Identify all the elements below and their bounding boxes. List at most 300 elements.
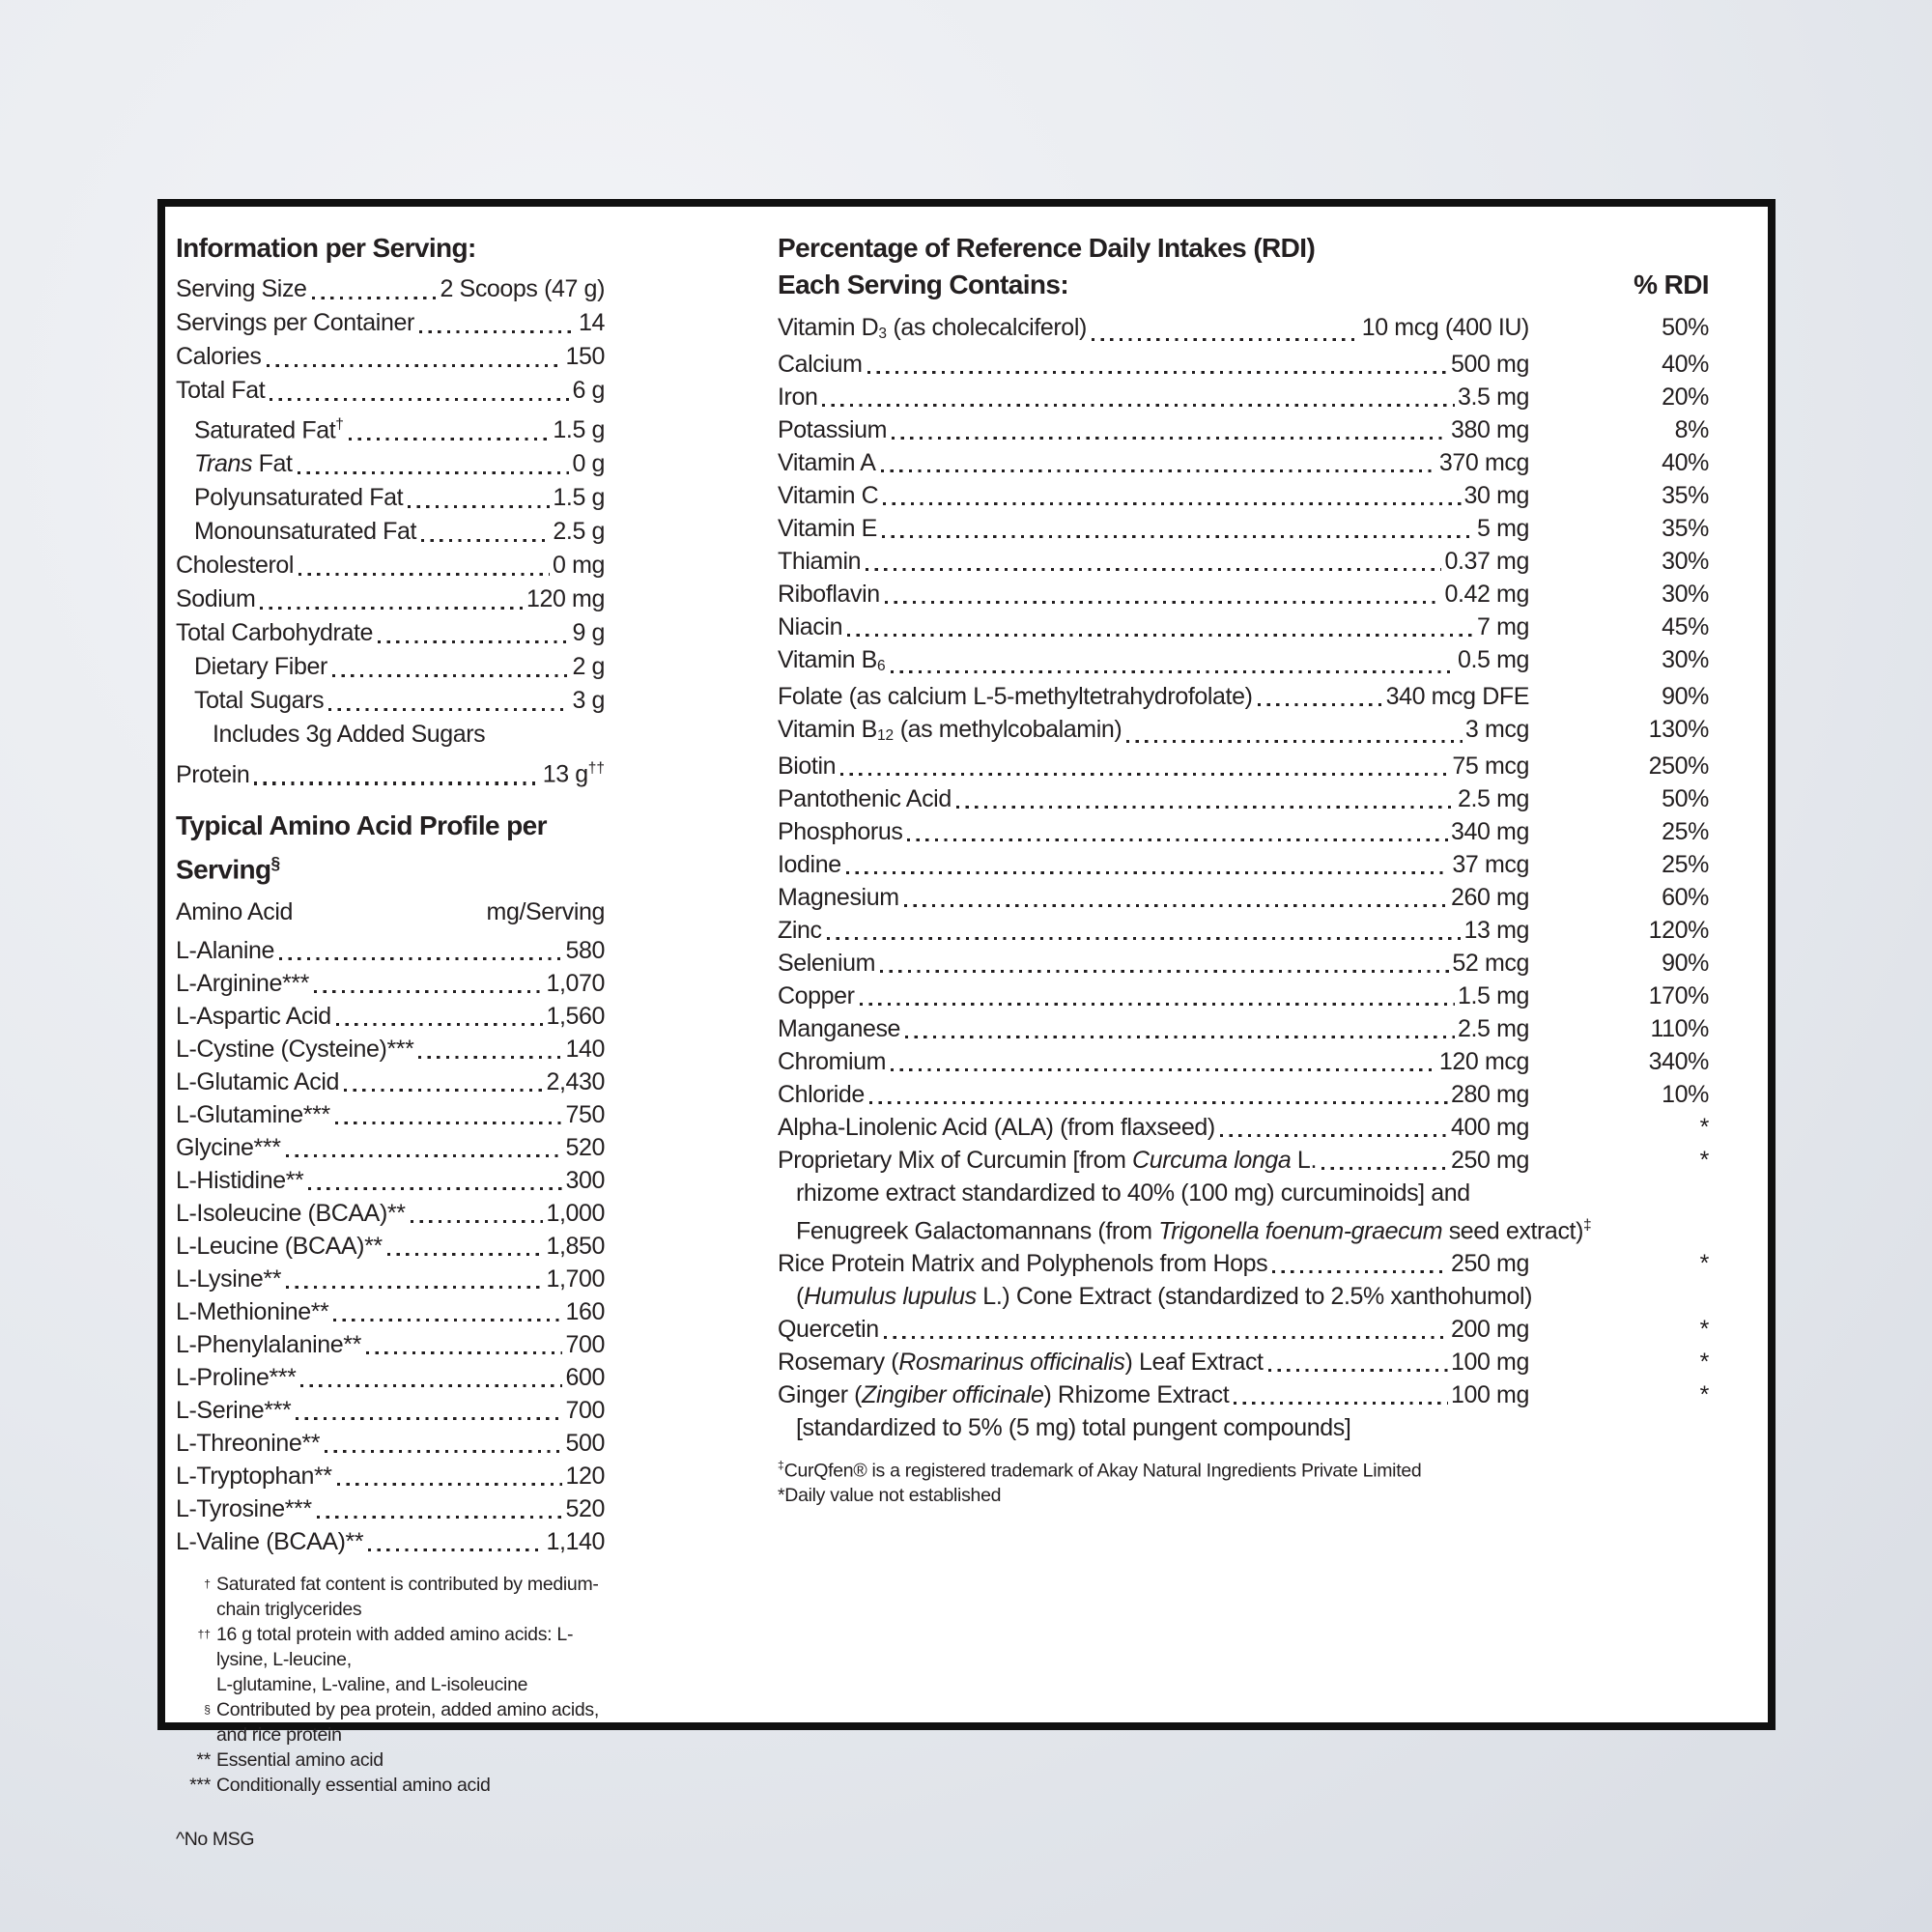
supplement-facts-panel <box>157 199 1776 1850</box>
row-value: 120 mcg <box>1438 1048 1529 1075</box>
row-continuation: [standardized to 5% (5 mg) total pungent compounds] <box>796 1414 1351 1442</box>
table-row <box>176 549 605 582</box>
dot-leader <box>419 330 576 333</box>
table-row <box>176 1033 605 1065</box>
row-value: 9 g <box>572 619 605 647</box>
dot-leader <box>298 573 550 576</box>
row-value: 140 <box>565 1035 605 1063</box>
footnote-row <box>176 1572 605 1622</box>
row-label: Trans Fat <box>194 450 293 478</box>
right-footnotes <box>778 1454 1709 1508</box>
table-row <box>778 881 1709 914</box>
table-row <box>778 578 1709 611</box>
row-label: L-Tryptophan** <box>176 1462 332 1490</box>
row-value: 400 mg <box>1451 1114 1529 1141</box>
row-rdi: 25% <box>1662 851 1709 878</box>
row-label: Iodine <box>778 851 841 878</box>
row-value: 340 mg <box>1451 818 1529 845</box>
row-label: Glycine*** <box>176 1133 281 1161</box>
dot-leader <box>880 970 1449 973</box>
table-row <box>778 446 1709 479</box>
row-value: 1.5 g <box>553 416 605 444</box>
row-label: Saturated Fat† <box>194 416 344 444</box>
dot-leader <box>328 708 569 711</box>
row-value: 700 <box>565 1396 605 1424</box>
row-label: Phosphorus <box>778 818 903 845</box>
dot-leader <box>1272 1270 1448 1273</box>
dot-leader <box>1321 1167 1448 1170</box>
row-label: L-Phenylalanine** <box>176 1330 361 1358</box>
row-value: 580 <box>565 936 605 964</box>
row-label: Copper <box>778 982 855 1009</box>
footnote-row <box>176 1697 605 1747</box>
table-row <box>176 1525 605 1558</box>
row-value: 0 mg <box>553 552 605 580</box>
footnote-text: Contributed by pea protein, added amino acids, and rice protein <box>216 1698 599 1746</box>
footnote-text: *Daily value not established <box>778 1484 1002 1506</box>
dot-leader <box>312 297 438 299</box>
row-label: Total Fat <box>176 377 266 404</box>
table-row <box>176 1098 605 1131</box>
table-row <box>176 481 605 515</box>
row-label: Dietary Fiber <box>194 653 327 681</box>
row-value: 2 g <box>572 653 605 681</box>
row-label: L-Proline*** <box>176 1363 297 1391</box>
table-row <box>778 413 1709 446</box>
dot-leader <box>317 1516 563 1519</box>
dot-leader <box>822 404 1454 407</box>
dot-leader <box>366 1351 563 1354</box>
row-label: L-Leucine (BCAA)** <box>176 1232 383 1260</box>
row-value: 37 mcg <box>1452 851 1529 878</box>
row-rdi: * <box>1699 1381 1709 1409</box>
row-rdi: * <box>1699 1147 1709 1174</box>
row-value: 500 <box>565 1429 605 1457</box>
rdi-title-line2: Each Serving Contains: <box>778 270 1069 299</box>
table-row <box>778 348 1709 381</box>
row-value: 750 <box>565 1100 605 1128</box>
row-value: 7 mg <box>1477 613 1529 640</box>
dot-leader <box>892 437 1448 440</box>
row-value: 120 <box>565 1462 605 1490</box>
dot-leader <box>336 1023 544 1026</box>
dot-leader <box>254 781 539 784</box>
row-label: Cholesterol <box>176 552 295 580</box>
dot-leader <box>1234 1402 1448 1405</box>
table-row <box>778 1313 1709 1346</box>
dot-leader <box>300 1384 562 1387</box>
dot-leader <box>325 1450 562 1453</box>
table-row <box>778 1247 1709 1280</box>
dot-leader <box>827 937 1462 940</box>
dot-leader <box>869 1101 1448 1104</box>
footnote-marker: † <box>204 1577 211 1591</box>
table-row <box>778 1078 1709 1111</box>
row-label: Vitamin $B_6$ <box>778 646 886 675</box>
row-value: 6 g <box>572 377 605 404</box>
dot-leader <box>418 1056 562 1059</box>
table-row <box>778 643 1709 680</box>
row-label: Protein <box>176 760 250 788</box>
table-row <box>176 1263 605 1295</box>
dot-leader <box>314 990 543 993</box>
row-label: Monounsaturated Fat <box>194 518 417 546</box>
row-label: L-Glutamic Acid <box>176 1067 340 1095</box>
info-rows <box>176 272 605 792</box>
row-rdi: 120% <box>1648 917 1709 944</box>
row-rdi: * <box>1699 1349 1709 1377</box>
table-row <box>778 815 1709 848</box>
row-label: Calories <box>176 343 262 370</box>
row-value: 150 <box>565 343 605 370</box>
row-rdi: 30% <box>1662 548 1709 575</box>
table-row <box>176 684 605 718</box>
row-label: L-Methionine** <box>176 1297 329 1325</box>
row-rdi: 170% <box>1648 982 1709 1009</box>
row-rdi: 250% <box>1648 753 1709 780</box>
row-value: 0.42 mg <box>1444 581 1529 608</box>
row-rdi: 50% <box>1662 785 1709 812</box>
row-label: Sodium <box>176 585 256 613</box>
no-msg-note: ^No MSG <box>176 1828 255 1850</box>
dot-leader <box>267 364 563 367</box>
row-label: Thiamin <box>778 548 862 575</box>
dot-leader <box>867 371 1449 374</box>
right-column <box>778 230 1709 1508</box>
dot-leader <box>883 502 1461 505</box>
row-value: 280 mg <box>1451 1081 1529 1108</box>
footnote-text: 16 g total protein with added amino acids: L-lysine, L-leucine, <box>216 1623 574 1670</box>
row-label: L-Isoleucine (BCAA)** <box>176 1199 406 1227</box>
row-value: 5 mg <box>1477 515 1529 542</box>
row-label: Pantothenic Acid <box>778 785 952 812</box>
dot-leader <box>387 1253 544 1256</box>
row-label: L-Serine*** <box>176 1396 292 1424</box>
row-label: Total Sugars <box>194 687 325 715</box>
left-footnotes <box>176 1572 605 1798</box>
table-row <box>176 374 605 408</box>
table-row <box>176 272 605 306</box>
row-rdi: 10% <box>1662 1081 1709 1108</box>
dot-leader <box>905 1036 1455 1038</box>
row-value: 520 <box>565 1494 605 1522</box>
table-row <box>176 718 605 752</box>
row-value: 1,850 <box>546 1232 605 1260</box>
table-row <box>778 848 1709 881</box>
dot-leader <box>298 471 570 474</box>
row-label: L-Glutamine*** <box>176 1100 330 1128</box>
row-value: 200 mg <box>1451 1316 1529 1344</box>
dot-leader <box>349 438 550 440</box>
table-row <box>778 680 1709 713</box>
table-row <box>176 1460 605 1492</box>
dot-leader <box>333 1319 562 1321</box>
row-label: Polyunsaturated Fat <box>194 484 404 512</box>
dot-leader <box>907 838 1448 841</box>
row-value: 600 <box>565 1363 605 1391</box>
row-label: Calcium <box>778 351 863 378</box>
row-value: 13 g†† <box>542 760 605 788</box>
row-value: 10 mcg (400 IU) <box>1361 314 1529 341</box>
row-label: L-Threonine** <box>176 1429 321 1457</box>
dot-leader <box>408 505 550 508</box>
table-row <box>176 650 605 684</box>
rdi-column-header: % RDI <box>1634 270 1709 299</box>
dot-leader <box>1220 1134 1448 1137</box>
footnote-text: ‡CurQfen® is a registered trademark of Akay Natural Ingredients Private Limited <box>778 1459 1422 1482</box>
row-rdi: 340% <box>1648 1048 1709 1075</box>
footnote-marker: *** <box>189 1774 211 1796</box>
row-rdi: 40% <box>1662 351 1709 378</box>
row-rdi: 110% <box>1650 1015 1709 1042</box>
dot-leader <box>335 1122 563 1124</box>
table-row <box>176 1492 605 1525</box>
table-row <box>176 1361 605 1394</box>
table-row <box>176 752 605 791</box>
dot-leader <box>332 674 570 677</box>
footnote-row <box>176 1672 605 1697</box>
footnote-marker: § <box>204 1702 211 1717</box>
dot-leader <box>378 640 569 643</box>
footnote-marker <box>176 1672 216 1697</box>
dot-leader <box>847 634 1474 637</box>
row-rdi: 25% <box>1662 818 1709 845</box>
dot-leader <box>891 1068 1436 1071</box>
dot-leader <box>846 871 1450 874</box>
row-rdi: 20% <box>1662 384 1709 411</box>
row-label: Biotin <box>778 753 837 780</box>
row-label: L-Tyrosine*** <box>176 1494 312 1522</box>
row-value: 1,560 <box>546 1002 605 1030</box>
table-row <box>176 582 605 616</box>
row-continuation: Includes 3g Added Sugars <box>213 721 486 749</box>
row-label: Riboflavin <box>778 581 880 608</box>
row-value: 700 <box>565 1330 605 1358</box>
row-value: 160 <box>565 1297 605 1325</box>
dot-leader <box>840 773 1449 776</box>
row-value: 1,700 <box>546 1264 605 1293</box>
table-row <box>778 381 1709 413</box>
footnote-row <box>176 1773 605 1798</box>
row-label: Zinc <box>778 917 822 944</box>
table-row <box>176 1000 605 1033</box>
footnote-text: Saturated fat content is contributed by medium-chain triglycerides <box>216 1573 599 1620</box>
row-value: 13 mg <box>1463 917 1529 944</box>
row-value: 1.5 mg <box>1457 982 1529 1009</box>
row-label: L-Alanine <box>176 936 275 964</box>
dot-leader <box>1092 338 1359 341</box>
table-row <box>176 1131 605 1164</box>
dot-leader <box>337 1483 563 1486</box>
dot-leader <box>270 398 569 401</box>
table-row <box>778 782 1709 815</box>
row-value: 0.37 mg <box>1444 548 1529 575</box>
dot-leader <box>1126 740 1463 743</box>
dot-leader <box>860 1003 1455 1006</box>
row-value: 500 mg <box>1451 351 1529 378</box>
row-rdi: 90% <box>1662 683 1709 710</box>
row-label: L-Valine (BCAA)** <box>176 1527 364 1555</box>
dot-leader <box>286 1286 543 1289</box>
table-row <box>176 1427 605 1460</box>
table-row <box>176 1394 605 1427</box>
row-value: 380 mg <box>1451 416 1529 443</box>
row-value: 2,430 <box>546 1067 605 1095</box>
amino-title: Typical Amino Acid Profile per Serving§ <box>176 810 547 884</box>
table-row <box>176 1164 605 1197</box>
table-row <box>176 1065 605 1098</box>
row-label: Rice Protein Matrix and Polyphenols from Hops <box>778 1250 1268 1278</box>
row-value: 3 mcg <box>1464 716 1529 743</box>
table-row <box>176 616 605 650</box>
row-value: 30 mg <box>1463 482 1529 509</box>
row-rdi: 8% <box>1674 416 1709 443</box>
row-label: L-Arginine*** <box>176 969 309 997</box>
table-row <box>778 1045 1709 1078</box>
table-row <box>176 1295 605 1328</box>
table-row <box>778 311 1709 348</box>
table-row <box>176 1230 605 1263</box>
footnote-text: Essential amino acid <box>216 1748 384 1771</box>
row-label: Alpha-Linolenic Acid (ALA) (from flaxseed) <box>778 1114 1215 1141</box>
table-row <box>778 1346 1709 1378</box>
row-label: Serving Size <box>176 275 307 302</box>
row-value: 100 mg <box>1451 1381 1529 1409</box>
dot-leader <box>368 1548 543 1551</box>
row-value: 0 g <box>572 450 605 478</box>
amino-header <box>176 895 605 928</box>
table-row <box>778 713 1709 750</box>
dot-leader <box>1268 1369 1448 1372</box>
row-value: 250 mg <box>1451 1250 1529 1278</box>
row-value: 3 g <box>572 687 605 715</box>
dot-leader <box>866 568 1441 571</box>
row-value: 260 mg <box>1451 884 1529 911</box>
table-row <box>176 934 605 967</box>
table-row <box>778 1111 1709 1144</box>
row-value: 2.5 mg <box>1457 785 1529 812</box>
row-rdi: 45% <box>1662 613 1709 640</box>
dot-leader <box>956 806 1455 809</box>
row-value: 370 mcg <box>1438 449 1529 476</box>
amino-header-unit: mg/Serving <box>486 897 605 925</box>
dot-leader <box>308 1187 562 1190</box>
row-value: 0.5 mg <box>1457 646 1529 673</box>
dot-leader <box>884 1336 1448 1339</box>
footnote-text: L-glutamine, L-valine, and L-isoleucine <box>216 1673 528 1695</box>
rdi-rows <box>778 311 1709 1444</box>
row-label: Manganese <box>778 1015 901 1042</box>
row-label: Total Carbohydrate <box>176 619 374 647</box>
row-label: Magnesium <box>778 884 899 911</box>
row-label: Rosemary (Rosmarinus officinalis) Leaf Extract <box>778 1349 1264 1377</box>
row-value: 2 Scoops (47 g) <box>440 275 605 302</box>
dot-leader <box>904 904 1448 907</box>
row-label: Quercetin <box>778 1316 879 1344</box>
row-value: 75 mcg <box>1452 753 1529 780</box>
row-label: L-Aspartic Acid <box>176 1002 331 1030</box>
table-row <box>778 947 1709 980</box>
row-rdi: 30% <box>1662 581 1709 608</box>
dot-leader <box>286 1154 563 1157</box>
row-label: Vitamin E <box>778 515 877 542</box>
row-value: 1,000 <box>546 1199 605 1227</box>
row-label: Ginger (Zingiber officinale) Rhizome Extract <box>778 1381 1230 1409</box>
table-row <box>778 1209 1709 1247</box>
amino-rows <box>176 934 605 1558</box>
row-rdi: * <box>1699 1114 1709 1141</box>
dot-leader <box>1258 703 1383 706</box>
table-row <box>778 512 1709 545</box>
footnote-text: Conditionally essential amino acid <box>216 1774 491 1796</box>
table-row <box>778 1411 1709 1444</box>
row-label: Chloride <box>778 1081 865 1108</box>
row-value: 2.5 g <box>553 518 605 546</box>
row-value: 3.5 mg <box>1457 384 1529 411</box>
row-label: Vitamin $D_3$ (as cholecalciferol) <box>778 314 1087 343</box>
row-rdi: 50% <box>1662 314 1709 341</box>
dot-leader <box>296 1417 562 1420</box>
row-value: 1,140 <box>546 1527 605 1555</box>
row-label: L-Lysine** <box>176 1264 282 1293</box>
row-value: 52 mcg <box>1452 950 1529 977</box>
row-value: 2.5 mg <box>1457 1015 1529 1042</box>
rdi-title-line2-row <box>778 267 1709 303</box>
table-row <box>778 1378 1709 1411</box>
row-rdi: 35% <box>1662 482 1709 509</box>
row-rdi: 130% <box>1648 716 1709 743</box>
dot-leader <box>881 469 1436 472</box>
table-row <box>778 980 1709 1012</box>
dot-leader <box>344 1089 543 1092</box>
row-continuation: Fenugreek Galactomannans (from Trigonella foenum-graecum seed extract)‡ <box>796 1217 1592 1245</box>
row-value: 120 mg <box>526 585 605 613</box>
table-row <box>176 306 605 340</box>
table-row <box>778 545 1709 578</box>
table-row <box>778 914 1709 947</box>
dot-leader <box>279 957 562 960</box>
footnote-row <box>176 1622 605 1672</box>
row-rdi: 90% <box>1662 950 1709 977</box>
row-value: 100 mg <box>1451 1349 1529 1377</box>
left-column <box>176 230 605 1851</box>
info-title: Information per Serving: <box>176 233 476 263</box>
row-label: Chromium <box>778 1048 887 1075</box>
row-value: 1,070 <box>546 969 605 997</box>
row-value: 1.5 g <box>553 484 605 512</box>
row-label: Vitamin A <box>778 449 876 476</box>
footnote-marker: †† <box>197 1627 211 1641</box>
row-value: 14 <box>578 309 605 336</box>
table-row <box>176 1328 605 1361</box>
row-label: Selenium <box>778 950 876 977</box>
table-row <box>176 340 605 374</box>
row-label: Proprietary Mix of Curcumin [from Curcuma longa L. <box>778 1147 1317 1174</box>
table-row <box>176 408 605 447</box>
row-rdi: * <box>1699 1316 1709 1344</box>
table-row <box>176 515 605 549</box>
footnote-marker: ** <box>196 1748 211 1771</box>
row-label: Niacin <box>778 613 843 640</box>
dot-leader <box>885 601 1442 604</box>
row-label: Servings per Container <box>176 309 414 336</box>
row-rdi: 40% <box>1662 449 1709 476</box>
table-row <box>778 479 1709 512</box>
amino-header-name: Amino Acid <box>176 897 294 925</box>
row-label: Potassium <box>778 416 888 443</box>
row-value: 340 mcg DFE <box>1385 683 1529 710</box>
row-label: Vitamin $B_{12}$ (as methylcobalamin) <box>778 716 1122 745</box>
